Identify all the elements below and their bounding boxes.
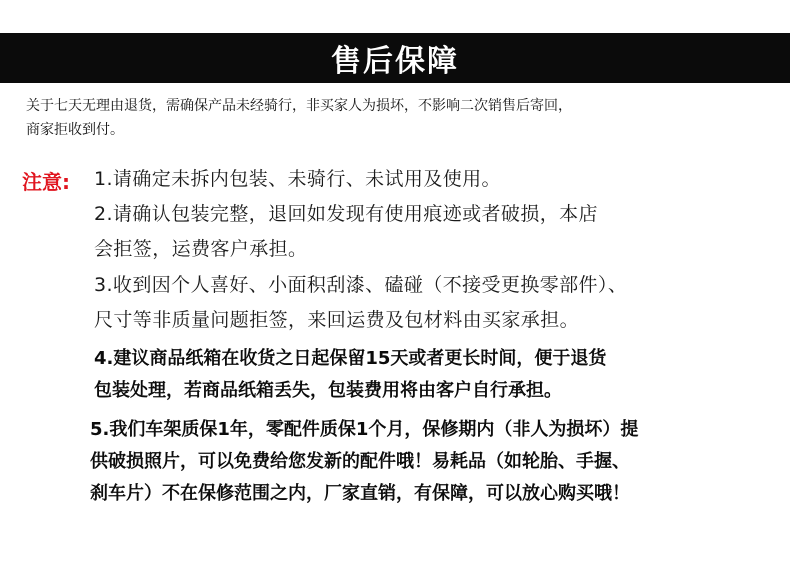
notice-item-line: 4.建议商品纸箱在收货之日起保留15天或者更长时间，便于退货 [94,348,607,369]
notice-item-line: 1.请确定未拆内包装、未骑行、未试用及使用。 [94,168,501,190]
notice-item-2 [94,197,598,267]
notice-item-line: 5.我们车架质保1年，零配件质保1个月，保修期内（非人为损坏）提 [90,419,639,440]
notice-item-line: 包装处理，若商品纸箱丢失，包装费用将由客户自行承担。 [94,380,562,401]
page-title: 售后保障 [331,44,459,79]
notice-item-line: 会拒签，运费客户承担。 [94,238,308,260]
intro-line: 关于七天无理由退货，需确保产品未经骑行，非买家人为损坏，不影响二次销售后寄回， [26,98,572,114]
notice-item-line: 刹车片）不在保修范围之内，厂家直销，有保障，可以放心购买哦！ [90,483,630,504]
notice-item-line: 尺寸等非质量问题拒签，来回运费及包材料由买家承担。 [94,309,580,331]
notice-item-3 [94,268,627,338]
notice-item-1 [94,162,501,197]
page-header [0,33,790,83]
notice-item-4 [94,343,606,407]
intro-line: 商家拒收到付。 [26,122,124,138]
return-policy-intro [26,94,766,142]
notice-item-line: 供破损照片，可以免费给您发新的配件哦！易耗品（如轮胎、手握、 [90,451,630,472]
notice-item-line: 3.收到因个人喜好、小面积刮漆、磕碰（不接受更换零部件）、 [94,274,628,296]
notice-item-line: 2.请确认包装完整，退回如发现有使用痕迹或者破损，本店 [94,203,598,225]
notice-label: 注意: [22,170,70,194]
notice-item-5 [90,414,638,510]
